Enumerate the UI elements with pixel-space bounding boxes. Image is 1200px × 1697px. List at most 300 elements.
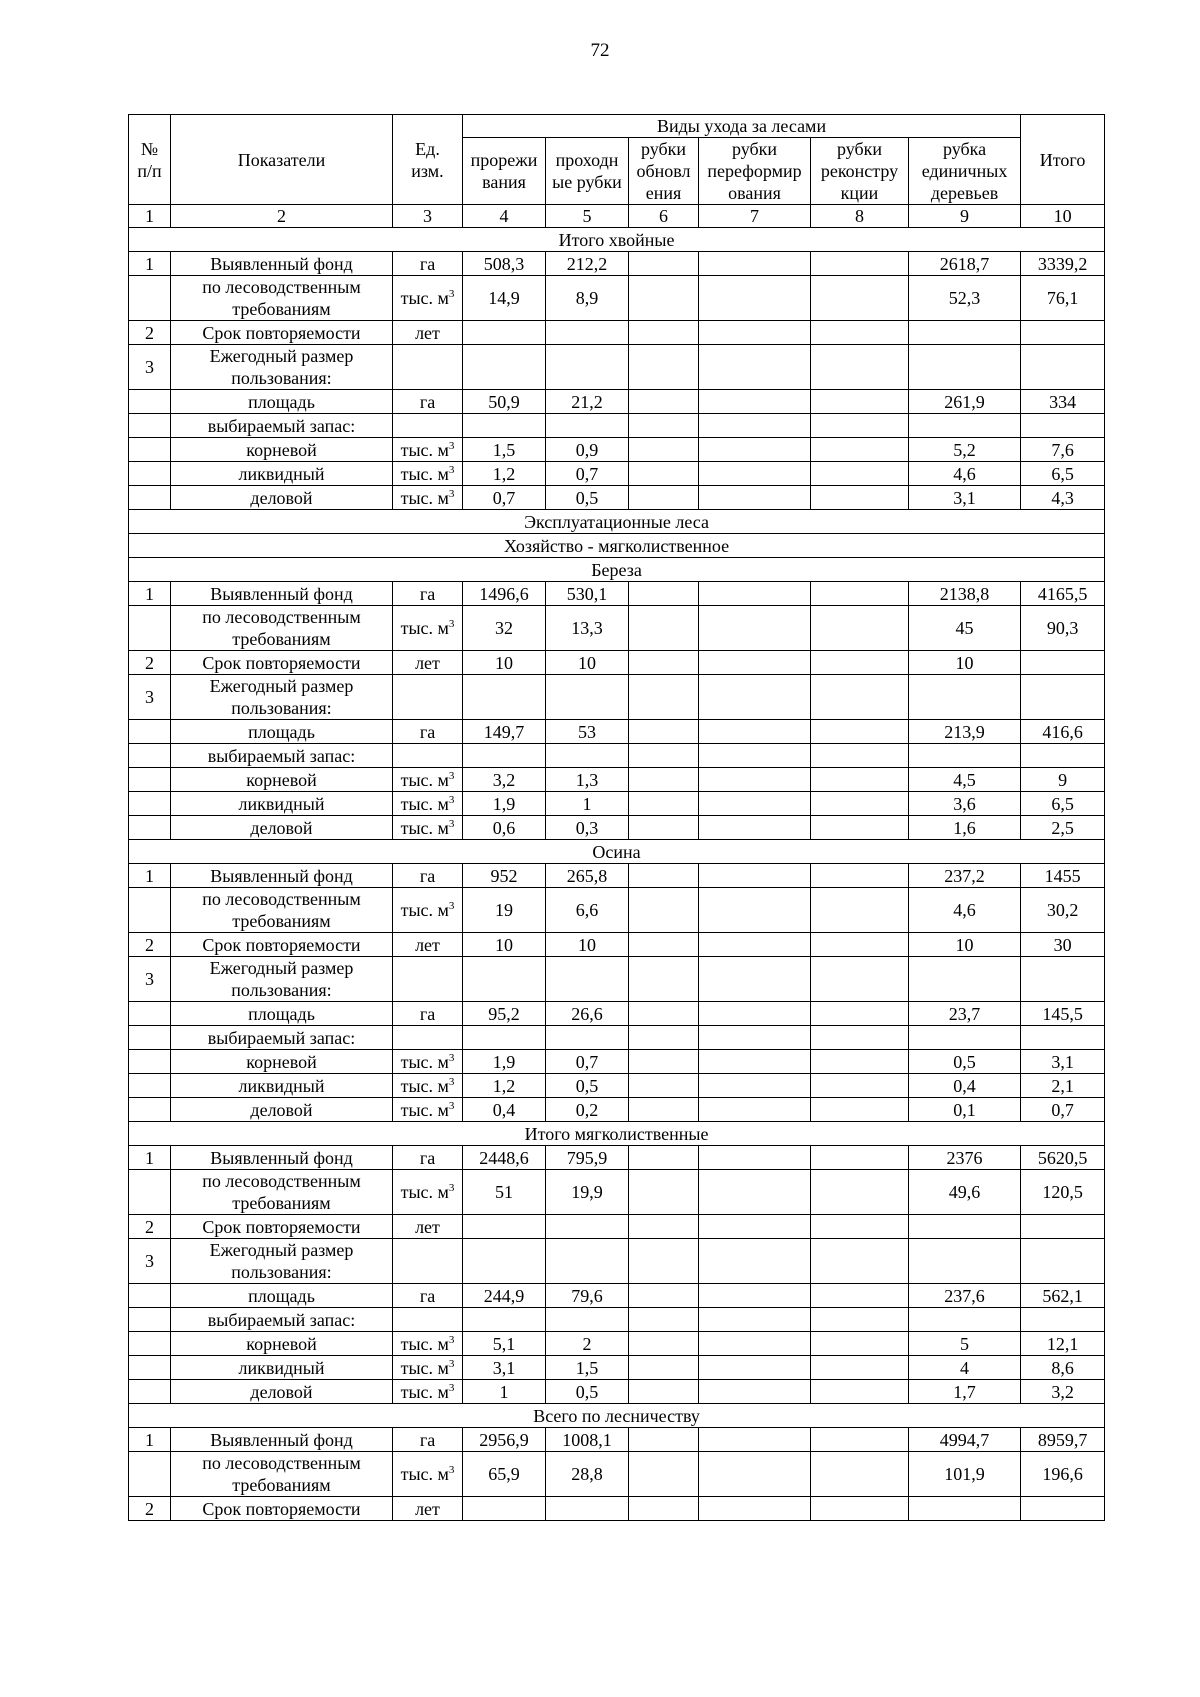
table-cell [699,1380,811,1404]
table-cell: 0,6 [463,816,546,840]
table-cell: 52,3 [909,276,1021,321]
table-cell [1021,675,1105,720]
table-cell: деловой [171,1380,393,1404]
table-cell: 2 [129,933,171,957]
table-cell [699,1050,811,1074]
table-cell [629,768,699,792]
table-cell: тыс. $м^3$ [393,816,463,840]
table-cell: 795,9 [546,1146,629,1170]
table-cell: 0,5 [546,486,629,510]
table-cell [393,1308,463,1332]
table-cell [463,1026,546,1050]
table-row [129,1497,1105,1521]
table-row [129,1452,1105,1497]
table-cell [699,321,811,345]
table-cell: 51 [463,1170,546,1215]
table-cell [811,438,909,462]
table-cell: 5 [909,1332,1021,1356]
table-row [129,1239,1105,1284]
table-cell [811,1074,909,1098]
table-row [129,1284,1105,1308]
table-cell [129,486,171,510]
table-row [129,390,1105,414]
table-cell: 213,9 [909,720,1021,744]
table-cell [699,888,811,933]
table-cell: корневой [171,438,393,462]
table-cell [393,1239,463,1284]
table-cell [699,390,811,414]
table-cell: 1,3 [546,768,629,792]
table-cell [629,1308,699,1332]
header-col-7: рубки переформир ования [699,138,811,205]
table-cell [811,651,909,675]
table-cell: 3,2 [463,768,546,792]
table-cell [811,720,909,744]
table-cell: по лесоводственным требованиям [171,888,393,933]
table-cell [811,864,909,888]
table-cell: 1496,6 [463,582,546,606]
table-cell [1021,321,1105,345]
table-cell: 1,9 [463,792,546,816]
table-cell: 0,7 [546,1050,629,1074]
header-col-9: рубка единичных деревьев [909,138,1021,205]
table-cell [909,1215,1021,1239]
table-cell: тыс. $м^3$ [393,462,463,486]
table-cell [129,816,171,840]
table-cell [909,744,1021,768]
table-cell [629,1284,699,1308]
table-cell [129,1170,171,1215]
table-cell [629,1050,699,1074]
table-cell: тыс. $м^3$ [393,888,463,933]
table-cell [463,675,546,720]
table-cell [811,1098,909,1122]
table-cell [463,744,546,768]
table-cell: 4,6 [909,462,1021,486]
table-cell [699,1284,811,1308]
table-cell: 1 [463,1380,546,1404]
table-cell: га [393,1146,463,1170]
table-cell: 2 [129,651,171,675]
table-cell [393,414,463,438]
table-cell [699,933,811,957]
table-cell [629,1026,699,1050]
table-cell [811,321,909,345]
table-cell: по лесоводственным требованиям [171,276,393,321]
table-cell: 19,9 [546,1170,629,1215]
table-row [129,1332,1105,1356]
table-cell [699,1215,811,1239]
table-cell [129,720,171,744]
table-cell: Ежегодный размер пользования: [171,675,393,720]
header-col-8: рубки реконстру кции [811,138,909,205]
table-cell [699,1428,811,1452]
table-cell: тыс. $м^3$ [393,792,463,816]
table-cell [463,1308,546,1332]
table-cell [1021,744,1105,768]
table-cell: корневой [171,768,393,792]
table-cell: 19 [463,888,546,933]
table-cell: 3 [129,957,171,1002]
col-number: 1 [129,205,171,228]
table-cell: 45 [909,606,1021,651]
table-cell [811,1356,909,1380]
table-cell: 145,5 [1021,1002,1105,1026]
col-number: 6 [629,205,699,228]
table-cell [629,321,699,345]
table-cell [629,1146,699,1170]
table-cell: 26,6 [546,1002,629,1026]
table-cell [811,1050,909,1074]
table-cell: Выявленный фонд [171,1428,393,1452]
table-cell: 1 [129,252,171,276]
table-cell: 1,7 [909,1380,1021,1404]
table-cell: Срок повторяемости [171,933,393,957]
table-cell: 1,9 [463,1050,546,1074]
table-cell: 2448,6 [463,1146,546,1170]
table-cell: 90,3 [1021,606,1105,651]
table-cell [629,675,699,720]
table-cell: 3,6 [909,792,1021,816]
table-cell: 32 [463,606,546,651]
table-row [129,1074,1105,1098]
table-cell: га [393,582,463,606]
table-cell [699,1002,811,1026]
table-cell [546,1239,629,1284]
table-cell [699,1026,811,1050]
forest-care-table [128,114,1105,1521]
table-cell: 212,2 [546,252,629,276]
table-cell [463,345,546,390]
table-cell: 3 [129,345,171,390]
table-row [129,816,1105,840]
table-row [129,744,1105,768]
table-cell [909,321,1021,345]
table-row [129,321,1105,345]
table-cell: га [393,390,463,414]
table-cell: 530,1 [546,582,629,606]
table-cell [699,414,811,438]
table-cell [699,816,811,840]
table-cell [811,1215,909,1239]
table-cell: лет [393,933,463,957]
table-cell: 10 [909,651,1021,675]
table-cell: 1008,1 [546,1428,629,1452]
table-cell [811,1452,909,1497]
table-cell: 1,5 [463,438,546,462]
table-cell [811,276,909,321]
table-row [129,252,1105,276]
table-cell: 79,6 [546,1284,629,1308]
table-cell: 0,5 [546,1074,629,1098]
table-cell [699,675,811,720]
table-cell: площадь [171,390,393,414]
table-cell: 5,1 [463,1332,546,1356]
table-cell [811,675,909,720]
table-cell: площадь [171,720,393,744]
table-cell: 2 [129,1215,171,1239]
table-cell [909,957,1021,1002]
table-cell: 4,3 [1021,486,1105,510]
table-cell: 4994,7 [909,1428,1021,1452]
table-cell [129,1074,171,1098]
table-cell: Выявленный фонд [171,582,393,606]
table-cell [629,1215,699,1239]
table-cell: 10 [909,933,1021,957]
table-cell: 1,5 [546,1356,629,1380]
table-cell [811,1002,909,1026]
table-cell: га [393,1428,463,1452]
table-cell: Выявленный фонд [171,252,393,276]
table-cell: Срок повторяемости [171,321,393,345]
table-cell: по лесоводственным требованиям [171,1452,393,1497]
table-cell [811,768,909,792]
table-cell: 244,9 [463,1284,546,1308]
table-cell [629,1170,699,1215]
table-cell: 0,5 [546,1380,629,1404]
table-cell: 23,7 [909,1002,1021,1026]
table-cell [129,1284,171,1308]
table-cell: 334 [1021,390,1105,414]
table-row [129,606,1105,651]
table-cell: 1 [129,1428,171,1452]
table-cell: 4,6 [909,888,1021,933]
header-indicator: Показатели [171,115,393,205]
table-cell: 1,2 [463,462,546,486]
table-cell [463,414,546,438]
col-number: 8 [811,205,909,228]
table-cell: 1 [546,792,629,816]
table-cell: 1455 [1021,864,1105,888]
table-cell [699,1074,811,1098]
table-cell: 3,2 [1021,1380,1105,1404]
table-cell: выбираемый запас: [171,414,393,438]
header-col-numbers [129,205,1105,228]
table-cell: по лесоводственным требованиям [171,1170,393,1215]
table-cell [129,438,171,462]
table-row [129,957,1105,1002]
table-row [129,720,1105,744]
table-cell: ликвидный [171,462,393,486]
table-cell: выбираемый запас: [171,1308,393,1332]
section-row [129,1404,1105,1428]
table-row [129,1002,1105,1026]
table-cell [699,864,811,888]
col-number: 3 [393,205,463,228]
table-cell: тыс. $м^3$ [393,1332,463,1356]
table-cell [909,414,1021,438]
section-row [129,840,1105,864]
table-cell: 1 [129,1146,171,1170]
table-row [129,651,1105,675]
table-cell [811,1284,909,1308]
table-cell [811,1146,909,1170]
section-row [129,510,1105,534]
table-cell: 0,5 [909,1050,1021,1074]
table-cell: 0,7 [546,462,629,486]
table-cell: 5,2 [909,438,1021,462]
section-title: Эксплуатационные леса [129,510,1105,534]
table-cell [1021,414,1105,438]
table-cell [463,957,546,1002]
table-cell [811,744,909,768]
table-cell [629,792,699,816]
table-cell [629,651,699,675]
table-cell: 8959,7 [1021,1428,1105,1452]
table-cell [1021,1026,1105,1050]
table-cell: 3,1 [463,1356,546,1380]
table-cell: 0,4 [909,1074,1021,1098]
table-body [129,228,1105,1521]
table-cell [463,1497,546,1521]
table-cell [546,1497,629,1521]
table-cell: 508,3 [463,252,546,276]
table-cell [699,276,811,321]
table-cell [629,1002,699,1026]
table-cell [1021,1497,1105,1521]
table-cell: по лесоводственным требованиям [171,606,393,651]
table-cell [1021,1308,1105,1332]
section-title: Береза [129,558,1105,582]
table-cell: 6,5 [1021,462,1105,486]
table-cell [129,1356,171,1380]
table-cell [629,1380,699,1404]
table-cell: 30,2 [1021,888,1105,933]
table-cell [129,792,171,816]
table-cell: 4165,5 [1021,582,1105,606]
table-cell [629,1332,699,1356]
table-cell [699,1239,811,1284]
section-row [129,228,1105,252]
table-cell: деловой [171,1098,393,1122]
section-title: Осина [129,840,1105,864]
table-cell: Срок повторяемости [171,1497,393,1521]
table-row [129,675,1105,720]
table-cell: 10 [546,933,629,957]
table-cell [129,390,171,414]
table-cell: тыс. $м^3$ [393,1074,463,1098]
table-cell [909,345,1021,390]
table-row [129,768,1105,792]
table-cell [546,414,629,438]
table-cell [629,414,699,438]
table-cell: 0,4 [463,1098,546,1122]
table-cell: 2,5 [1021,816,1105,840]
table-row [129,1380,1105,1404]
table-cell: тыс. $м^3$ [393,1170,463,1215]
table-row [129,1026,1105,1050]
table-cell: 562,1 [1021,1284,1105,1308]
table-cell [463,1239,546,1284]
table-cell: 3,1 [909,486,1021,510]
table-row [129,438,1105,462]
table-cell: 2956,9 [463,1428,546,1452]
table-cell [129,768,171,792]
section-title: Всего по лесничеству [129,1404,1105,1428]
table-cell [811,606,909,651]
table-cell: 9 [1021,768,1105,792]
table-cell [629,744,699,768]
table-cell: 2376 [909,1146,1021,1170]
table-cell: ликвидный [171,792,393,816]
table-cell: 95,2 [463,1002,546,1026]
col-number: 4 [463,205,546,228]
table-cell: 53 [546,720,629,744]
table-cell [546,345,629,390]
section-title: Итого хвойные [129,228,1105,252]
table-cell: 101,9 [909,1452,1021,1497]
table-cell [129,744,171,768]
table-cell [811,1380,909,1404]
table-cell: 49,6 [909,1170,1021,1215]
table-cell: тыс. $м^3$ [393,486,463,510]
table-cell: 149,7 [463,720,546,744]
table-cell: га [393,1002,463,1026]
page-number: 72 [590,40,610,61]
table-cell [1021,651,1105,675]
table-cell [699,462,811,486]
table-cell [546,957,629,1002]
table-cell: 0,3 [546,816,629,840]
table-cell [699,1332,811,1356]
table-cell: 4,5 [909,768,1021,792]
table-cell [811,486,909,510]
table-cell: Выявленный фонд [171,864,393,888]
table-cell: 0,1 [909,1098,1021,1122]
table-cell [629,606,699,651]
table-cell [811,1332,909,1356]
table-cell [699,582,811,606]
table-cell: 0,7 [463,486,546,510]
table-cell [699,486,811,510]
table-cell: лет [393,651,463,675]
table-cell [129,276,171,321]
table-cell [129,1452,171,1497]
table-cell [1021,345,1105,390]
table-cell: лет [393,1497,463,1521]
table-cell: тыс. $м^3$ [393,1050,463,1074]
table-cell: 5620,5 [1021,1146,1105,1170]
table-cell [811,933,909,957]
table-cell [909,1497,1021,1521]
table-cell: Выявленный фонд [171,1146,393,1170]
table-header [129,115,1105,228]
table-cell [811,345,909,390]
table-cell: 8,6 [1021,1356,1105,1380]
table-cell: га [393,720,463,744]
table-cell [1021,1215,1105,1239]
table-cell [699,1497,811,1521]
table-cell: га [393,864,463,888]
table-cell: 952 [463,864,546,888]
header-num: № п/п [129,115,171,205]
table-cell [393,957,463,1002]
table-cell: 12,1 [1021,1332,1105,1356]
table-cell: лет [393,321,463,345]
table-cell [699,252,811,276]
table-cell [629,888,699,933]
table-cell [699,606,811,651]
table-cell [629,1497,699,1521]
table-cell: ликвидный [171,1356,393,1380]
table-cell [811,1308,909,1332]
table-row [129,864,1105,888]
table-cell: Ежегодный размер пользования: [171,1239,393,1284]
table-cell [629,390,699,414]
table-cell [811,252,909,276]
table-cell: тыс. $м^3$ [393,438,463,462]
table-cell: 8,9 [546,276,629,321]
